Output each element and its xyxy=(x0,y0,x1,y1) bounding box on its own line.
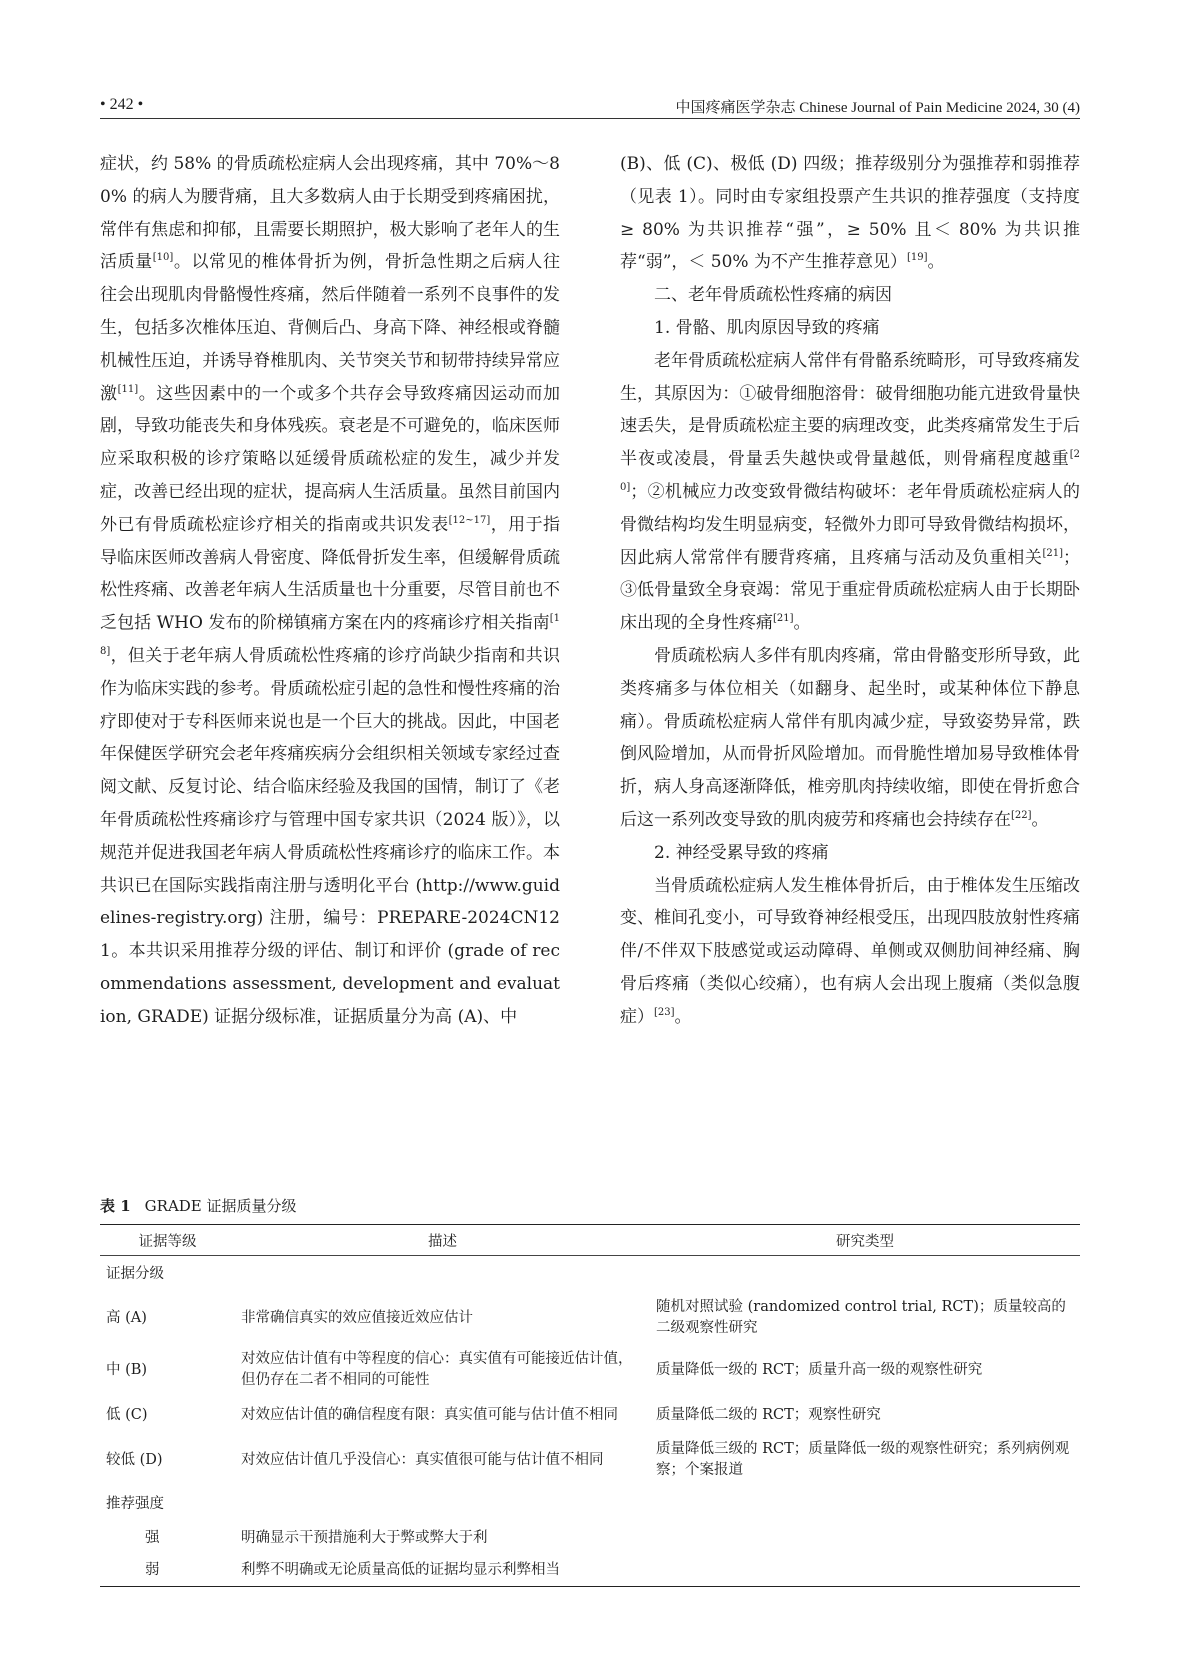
level-cell: 低 (C) xyxy=(106,1406,148,1423)
table-row xyxy=(100,1434,1080,1486)
section-heading: 二、老年骨质疏松性疼痛的病因 xyxy=(654,285,892,306)
desc-cell: 对效应估计值有中等程度的信心：真实值有可能接近估计值，但仍存在二者不相同的可能性 xyxy=(241,1351,633,1388)
citation: [12~17] xyxy=(448,514,491,526)
page-number: • 242 • xyxy=(100,96,144,113)
left-column xyxy=(100,148,560,1034)
journal-header: 中国疼痛医学杂志 Chinese Journal of Pain Medicine 2024, 30 (4) xyxy=(675,100,1080,116)
column-header: 研究类型 xyxy=(650,1225,1080,1256)
desc-cell: 非常确信真实的效应值接近效应估计 xyxy=(241,1309,473,1326)
desc-cell: 明确显示干预措施利大于弊或弊大于利 xyxy=(241,1529,488,1546)
level-cell: 高 (A) xyxy=(106,1309,147,1326)
table-header-row xyxy=(100,1225,1080,1256)
text-run: 症状，约 58% 的骨质疏松症病人会出现疼痛，其中 70%～80% 的病人为腰背痛，且大多数病人由于长期受到疼痛困扰，常伴有焦虑和抑郁，且需要长期照护，极大影响了老年人的生活质量 xyxy=(100,154,560,273)
text-run: 。这些因素中的一个或多个共存会导致疼痛因运动而加剧，导致功能丧失和身体残疾。衰老是不可避免的，临床医师应采取积极的诊疗策略以延缓骨质疏松症的发生，减少并发症，改善已经出现的症状，提高病人生活质量。虽然目前国内外已有骨质疏松症诊疗相关的指南或共识发表 xyxy=(100,383,561,535)
column-header: 证据等级 xyxy=(100,1225,235,1256)
text-run: 当骨质疏松症病人发生椎体骨折后，由于椎体发生压缩改变、椎间孔变小，可导致脊神经根受压，出现四肢放射性疼痛伴/不伴双下肢感觉或运动障碍、单侧或双侧肋间神经痛、胸骨后疼痛（类似心绞痛），也有病人会出现上腹痛（类似急腹症） xyxy=(620,875,1080,1027)
text-run: 骨质疏松病人多伴有肌肉疼痛，常由骨骼变形所导致，此类疼痛多与体位相关（如翻身、起坐时，或某种体位下静息痛）。骨质疏松症病人常伴有肌肉减少症，导致姿势异常，跌倒风险增加，从而骨折风险增加。而骨脆性增加易导致椎体骨折，病人身高逐渐降低，椎旁肌肉持续收缩，即使在骨折愈合后这一系列改变导致的肌肉疲劳和疼痛也会持续存在 xyxy=(620,645,1080,830)
group-label: 证据分级 xyxy=(106,1265,164,1282)
citation: [11] xyxy=(117,383,139,395)
text-run: 老年骨质疏松症病人常伴有骨骼系统畸形，可导致疼痛发生，其原因为：①破骨细胞溶骨：破骨细胞功能亢进致骨量快速丢失，是骨质疏松症主要的病理改变，此类疼痛常发生于后半夜或凌晨，骨量丢失越快或骨量越低，则骨痛程度越重 xyxy=(620,350,1080,470)
paragraph xyxy=(620,640,1080,837)
column-header: 描述 xyxy=(235,1225,650,1256)
table-row xyxy=(100,1522,1080,1554)
level-cell: 强 xyxy=(145,1529,160,1546)
level-cell: 较低 (D) xyxy=(106,1451,163,1468)
table-row xyxy=(100,1292,1080,1344)
text-run: ，用于指导临床医师改善病人骨密度、降低骨折发生率，但缓解骨质疏松性疼痛、改善老年病人生活质量也十分重要，尽管目前也不乏包括 WHO 发布的阶梯镇痛方案在内的疼痛诊疗相关指南 xyxy=(100,514,561,634)
citation: [10] xyxy=(152,252,174,264)
paragraph xyxy=(100,148,560,1034)
text-run: 。 xyxy=(674,1006,692,1027)
paragraph xyxy=(620,870,1080,1034)
study-cell: 质量降低二级的 RCT；观察性研究 xyxy=(656,1406,881,1423)
study-cell: 质量降低一级的 RCT；质量升高一级的观察性研究 xyxy=(656,1361,983,1378)
text-run: (B)、低 (C)、极低 (D) 四级；推荐级别分为强推荐和弱推荐（见表 1）。同时由专家组投票产生共识的推荐强度（支持度≥ 80% 为共识推荐“强”，≥ 50% 且＜ 80% 为共识推荐“弱”，＜ 50% 为不产生推荐意见） xyxy=(620,154,1080,273)
study-cell: 随机对照试验 (randomized control trial, RCT)；质量较高的二级观察性研究 xyxy=(656,1299,1066,1336)
desc-cell: 利弊不明确或无论质量高低的证据均显示利弊相当 xyxy=(241,1561,560,1578)
grade-table xyxy=(100,1224,1080,1587)
right-column xyxy=(620,148,1080,1034)
citation: [20] xyxy=(620,449,1080,493)
level-cell: 中 (B) xyxy=(106,1361,148,1378)
paragraph xyxy=(620,345,1080,640)
table-row xyxy=(100,1396,1080,1434)
text-run: 。 xyxy=(1031,809,1049,830)
header-rule xyxy=(100,118,1080,119)
table-row xyxy=(100,1554,1080,1587)
subsection-heading: 1. 骨骼、肌肉原因导致的疼痛 xyxy=(654,317,880,338)
citation: [23] xyxy=(654,1006,675,1018)
study-cell: 质量降低三级的 RCT；质量降低一级的观察性研究；系列病例观察；个案报道 xyxy=(656,1441,1070,1478)
text-run: ，但关于老年病人骨质疏松性疼痛的诊疗尚缺少指南和共识作为临床实践的参考。骨质疏松症引起的急性和慢性疼痛的治疗即使对于专科医师来说也是一个巨大的挑战。因此，中国老年保健医学研究会老年疼痛疾病分会组织相关领域专家经过查阅文献、反复讨论、结合临床经验及我国的国情，制订了《老年骨质疏松性疼痛诊疗与管理中国专家共识（2024 版）》，以规范并促进我国老年病人骨质疏松性疼痛诊疗的临床工作。本共识已在国际实践指南注册与透明化平台 (http://www.guidelines-registry.org) 注册，编号：PREPARE-2024CN121。本共识采用推荐分级的评估、制订和评价 (grade of recommendations assessment, development and evaluation, GRADE) 证据分级标准，证据质量分为高 (A)、中 xyxy=(100,645,560,1027)
text-run: 。 xyxy=(927,252,945,273)
citation: [18] xyxy=(100,613,560,657)
text-run: 。以常见的椎体骨折为例，骨折急性期之后病人往往会出现肌肉骨骼慢性疼痛，然后伴随着一系列不良事件的发生，包括多次椎体压迫、背侧后凸、身高下降、神经根或脊髓机械性压迫，并诱导脊椎肌肉、关节突关节和韧带持续异常应激 xyxy=(100,252,561,404)
paragraph xyxy=(620,148,1080,279)
citation: [21] xyxy=(773,613,794,625)
table-group-row xyxy=(100,1256,1080,1293)
desc-cell: 对效应估计值几乎没信心：真实值很可能与估计值不相同 xyxy=(241,1451,604,1468)
citation: [21] xyxy=(1042,547,1063,559)
level-cell: 弱 xyxy=(145,1561,160,1578)
table-label: 表 1 xyxy=(100,1197,131,1215)
subsection-heading: 2. 神经受累导致的疼痛 xyxy=(654,842,829,863)
citation: [22] xyxy=(1011,809,1032,821)
text-run: 。 xyxy=(793,613,811,634)
table-group-row xyxy=(100,1486,1080,1522)
group-label: 推荐强度 xyxy=(106,1495,164,1512)
citation: [19] xyxy=(906,252,928,264)
text-run: ；②机械应力改变致骨微结构破坏：老年骨质疏松症病人的骨微结构均发生明显病变，轻微外力即可导致骨微结构损坏，因此病人常常伴有腰背疼痛，且疼痛与活动及负重相关 xyxy=(620,481,1080,568)
table-row xyxy=(100,1344,1080,1396)
desc-cell: 对效应估计值的确信程度有限：真实值可能与估计值不相同 xyxy=(241,1406,618,1423)
table-caption xyxy=(100,1195,297,1216)
table-title: GRADE 证据质量分级 xyxy=(144,1197,297,1215)
text-run: ；③低骨量致全身衰竭：常见于重症骨质疏松症病人由于长期卧床出现的全身性疼痛 xyxy=(620,547,1080,634)
